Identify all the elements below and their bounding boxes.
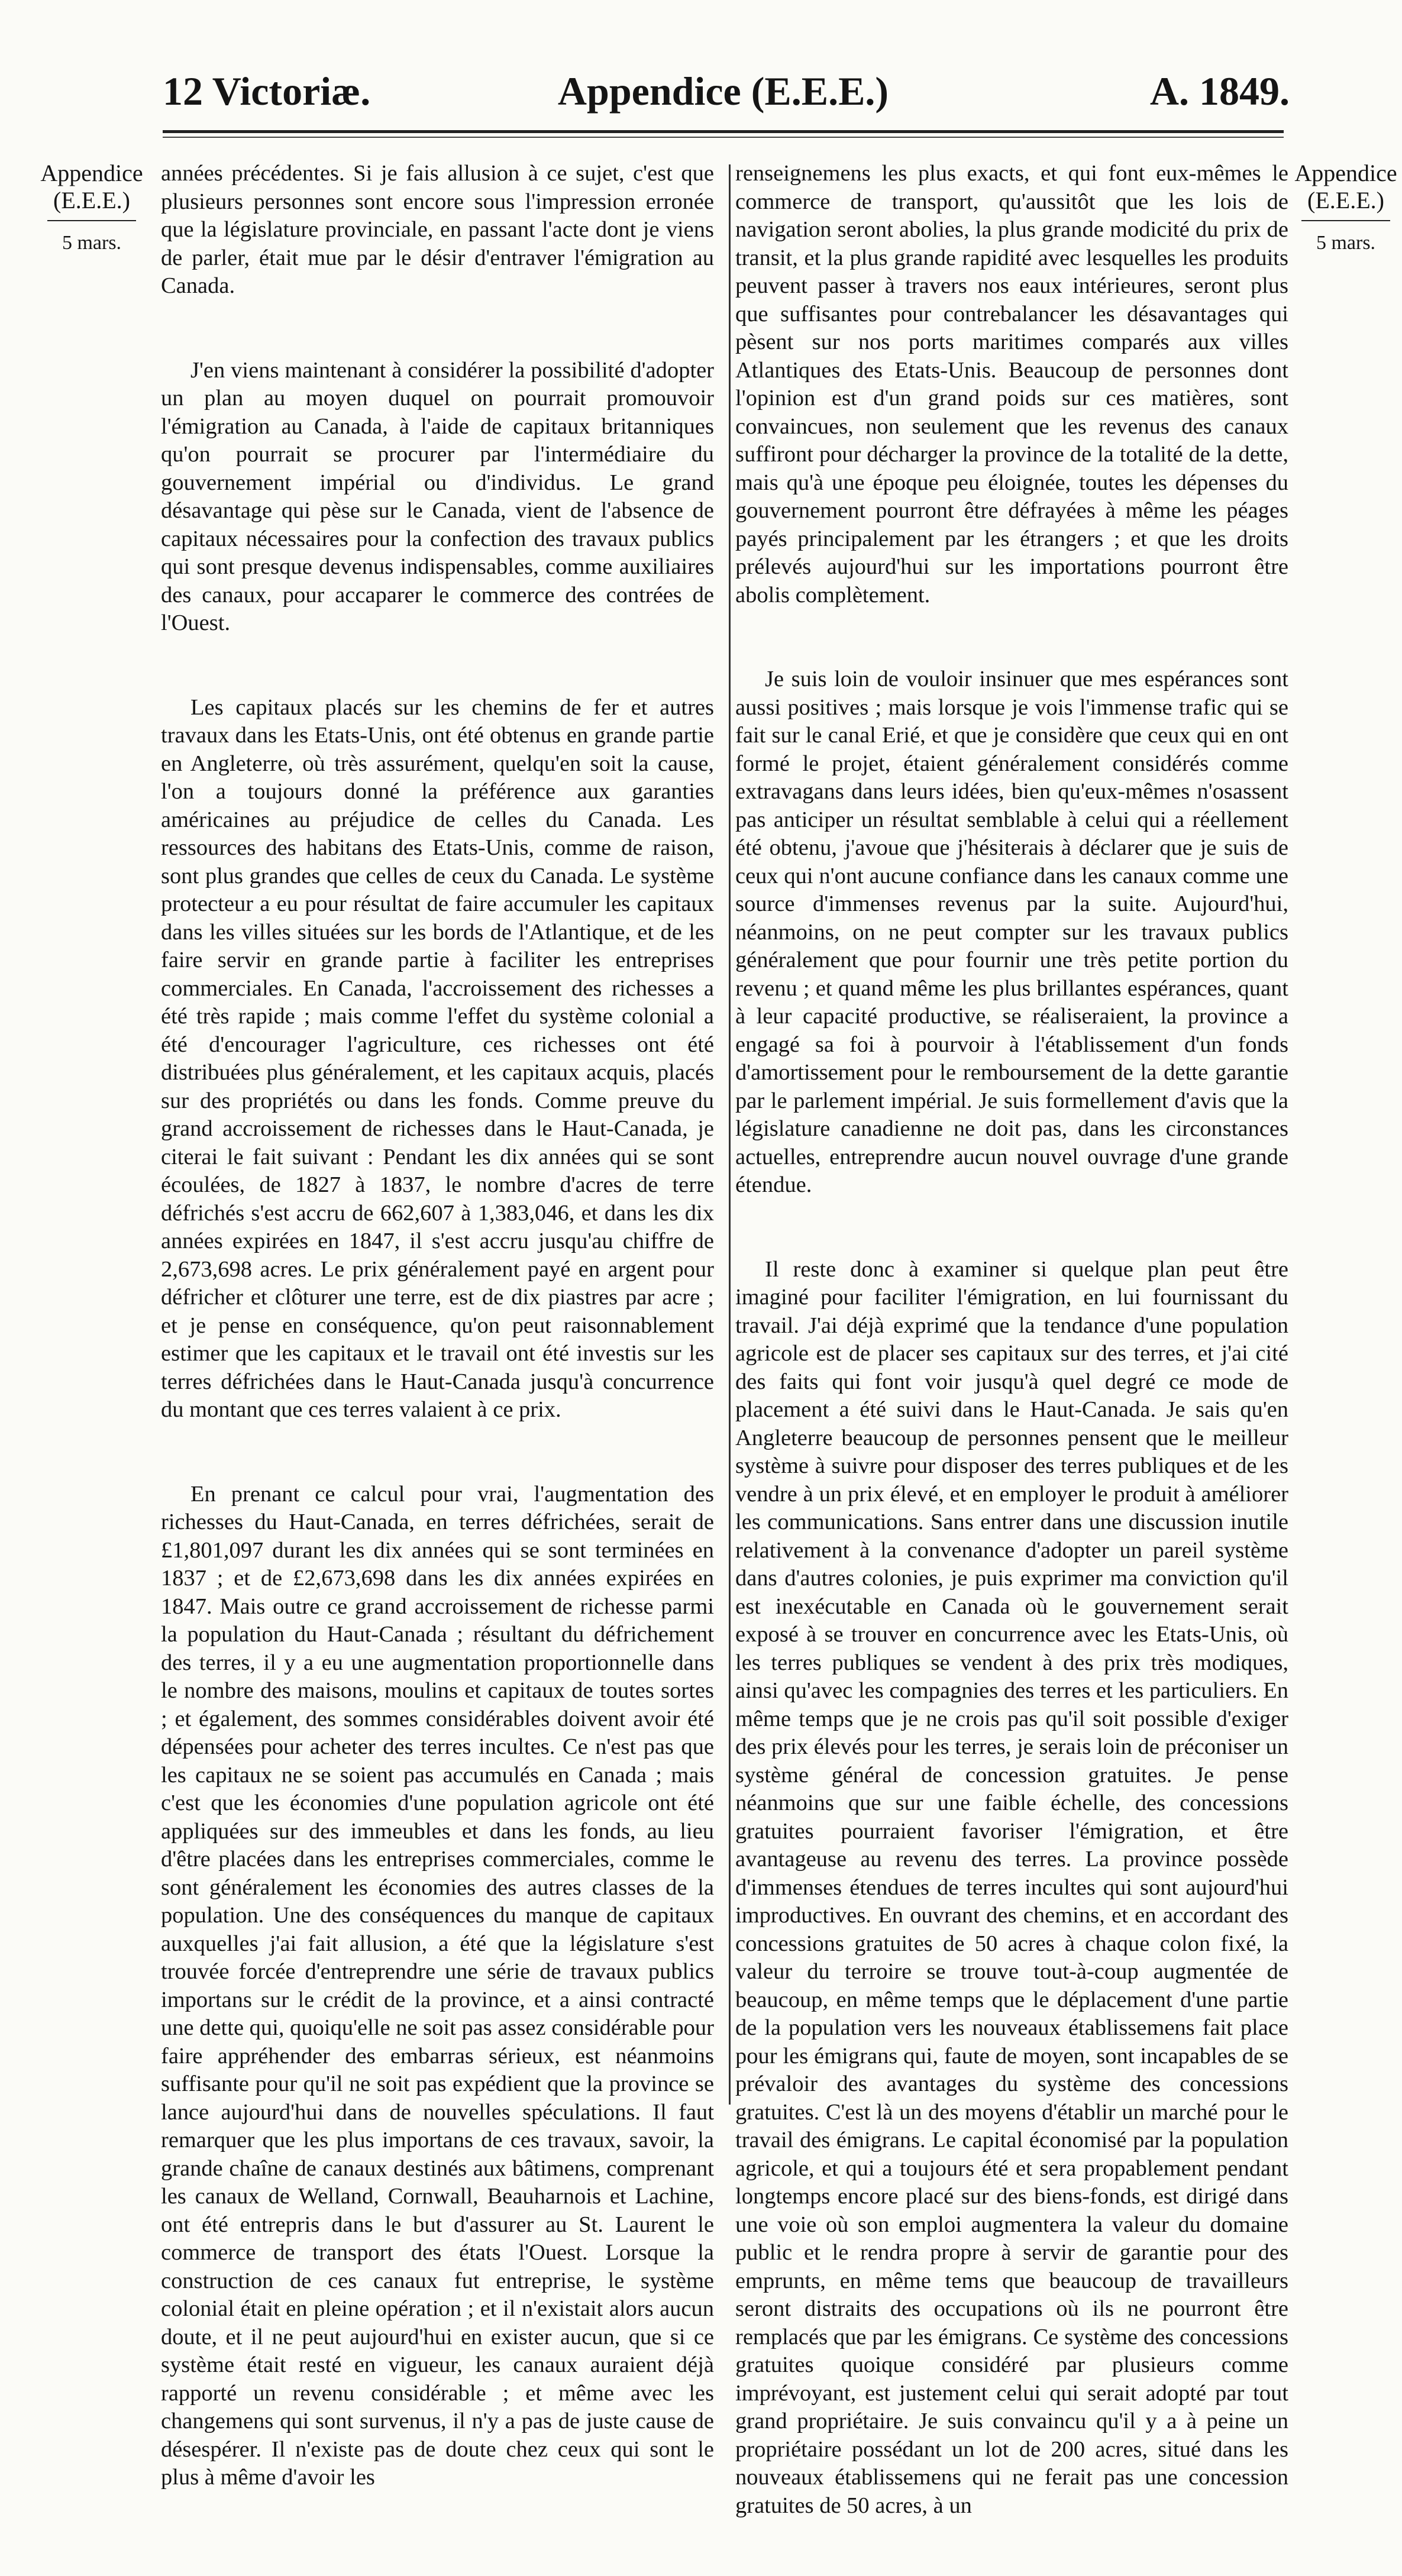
paragraph: J'en viens maintenant à considérer la possibilité d'adopter un plan au moyen duquel on pourrait promouvoir l'émigration au Canada, à l'aide de capitaux britanniques qu'on pourrait se procurer par l'intermédiaire du gouvernement impérial ou d'individus. Le grand désavantage qui pèse sur le Canada, vient de l'absence de capitaux nécessaires pour la confection des travaux publics qui sont presque devenus indispensables, comme auxiliaires des canaux, pour accaparer le commerce des contrées de l'Ouest. [161, 357, 714, 635]
margin-note-right [1278, 160, 1402, 257]
margin-code: (E.E.E.) [1307, 187, 1384, 214]
paragraph: En prenant ce calcul pour vrai, l'augmentation des richesses du Haut-Canada, en terres défrichées, serait de £1,801,097 durant les dix années qui se sont terminées en 1837 ; et de £2,673,698 dans les dix années expirées en 1847. Mais outre ce grand accroissement de richesse parmi la population du Haut-Canada ; résultant du défrichement des terres, il y a eu une augmentation proportionnelle dans le nombre des maisons, moulins et capitaux de toutes sortes ; et également, des sommes considérables doivent avoir été dépensées pour acheter des terres incultes. Ce n'est pas que les capitaux ne se soient pas accumulés en Canada ; mais c'est que les économies d'une population agricole ont été appliquées sur des immeubles et dans les fonds, au lieu d'être placées dans les entreprises commerciales, comme le sont généralement les économies des autres classes de la population. Une des conséquences du manque de capitaux auxquelles j'ai fait allusion, a été que la législature s'est trouvée forcée d'entreprendre une série de travaux publics importans sur le crédit de la province, et a ainsi contracté une dette qui, quoiqu'elle ne soit pas assez considérable pour faire appréhender des embarras sérieux, est néanmoins suffisante pour qu'il ne soit pas expédient que la province se lance aujourd'hui dans de nouvelles spéculations. Il faut remarquer que les plus importans de ces travaux, savoir, la grande chaîne de canaux destinés aux bâtimens, comprenant les canaux de Welland, Cornwall, Beauharnois et Lachine, ont été entrepris dans le but d'assurer au St. Laurent le commerce de transport des états l'Ouest. Lorsque la construction de ces canaux fut entreprise, le système colonial était en pleine opération ; et il n'existait alors aucun doute, et il ne peut aujourd'hui en exister aucun, que si ce système était resté en vigueur, les canaux auraient déjà rapporté un revenu considérable ; et même avec les changemens qui sont survenus, il n'y a pas de juste cause de désespérer. Il n'existe pas de doute chez ceux qui sont le plus à même d'avoir les [161, 1481, 714, 2490]
paragraph: Il reste donc à examiner si quelque plan peut être imaginé pour faciliter l'émigration, en lui fournissant du travail. J'ai déjà exprimé que la tendance d'une population agricole est de placer ses capitaux sur des terres, et j'ai cité des faits qui font voir jusqu'à quel degré ce mode de placement a été suivi dans le Haut-Canada. Je sais qu'en Angleterre beaucoup de personnes pensent que le meilleur système à suivre pour disposer des terres publiques et de les vendre à un prix élevé, et en employer le produit à améliorer les communications. Sans entrer dans une discussion inutile relativement à la convenance d'adopter un pareil système dans d'autres colonies, je puis exprimer ma conviction qu'il est inexécutable en Canada où le gouvernement serait exposé à se trouver en concurrence avec les Etats-Unis, où les terres publiques se vendent à des prix très modiques, ainsi qu'avec les compagnies des terres et les particuliers. En même temps que je ne crois pas qu'il soit possible d'exiger des prix élevés pour les terres, je serais loin de préconiser un système général de concession gratuites. Je pense néanmoins que sur une faible échelle, des concessions gratuites pourraient favoriser l'émigration, et être avantageuse au revenu des terres. La province possède d'immenses étendues de terres incultes qui sont aujourd'hui improductives. En ouvrant des chemins, et en accordant des concessions gratuites de 50 acres à chaque colon fixé, la valeur du terroire se trouve tout-à-coup augmentée de beaucoup, en même temps que le déplacement d'une partie de la population vers les nouveaux établissemens fait place pour les émigrans qui, faute de moyen, sont incapables de se prévaloir des avantages du système des concessions gratuites. C'est là un des moyens d'établir un marché pour le travail des émigrans. Le capital économisé par la population agricole, et qui a toujours été et sera propablement pendant longtemps encore placé sur des biens-fonds, est dirigé dans une voie où son emploi augmentera la valeur du domaine public et le rendra propre à servir de garantie pour des emprunts, en même tems que beaucoup de travailleurs seront distraits des occupations où ils ne pourront être remplacés que par les émigrans. Ce système des concessions gratuites quoique considéré par plusieurs comme imprévoyant, est justement celui qui serait adopté par tout grand propriétaire. Je suis convaincu qu'il y a à peine un propriétaire possédant un lot de 200 acres, situé dans les nouveaux établissemens qui ne ferait pas une concession gratuites de 50 acres, à un [735, 1256, 1288, 2518]
margin-date: 5 mars. [1316, 232, 1376, 254]
header-title: Appendice (E.E.E.) [557, 69, 889, 114]
left-column [161, 160, 714, 2548]
margin-dash [1301, 220, 1390, 221]
header-year: A. 1849. [1149, 69, 1290, 114]
header-session: 12 Victoriæ. [163, 69, 371, 114]
margin-label: Appendice [1294, 160, 1397, 186]
paragraph: Je suis loin de vouloir insinuer que mes espérances sont aussi positives ; mais lorsque je vois l'immense trafic qui se fait sur le canal Erié, et que je considère que ceux qui en ont formé le projet, étaient généralement considérés comme extravagans dans leurs idées, bien qu'eux-mêmes n'osassent pas anticiper un résultat semblable à celui qui a réellement été obtenu, j'avoue que j'hésiterais à déclarer que je suis de ceux qui n'ont aucune confiance dans les canaux comme une source d'immenses revenus par la suite. Aujourd'hui, néanmoins, on ne peut compter sur les travaux publics généralement que pour fournir une très petite portion du revenu ; et quand même les plus brillantes espérances, quant à leur capacité productive, se réaliseraient, la province a engagé sa foi à pourvoir à l'établissement d'un fonds d'amortissement pour le remboursement de la dette garantie par le parlement impérial. Je suis formellement d'avis que la législature canadienne ne doit pas, dans les circonstances actuelles, entreprendre aucun nouvel ouvrage d'une grande étendue. [735, 667, 1288, 1197]
header-rule [163, 130, 1284, 133]
margin-label: Appendice [40, 160, 143, 186]
margin-note-left [24, 160, 160, 257]
paragraph: renseignemens les plus exacts, et qui font eux-mêmes le commerce de transport, qu'aussitôt que les lois de navigation seront abolies, la plus grande modicité du prix de transit, et la plus grande rapidité avec lesquelles les produits peuvent passer à travers nos eaux intérieures, seront plus que suffisantes pour contrebalancer les désavantages qui pèsent sur nos ports maritimes comparés aux villes Atlantiques des Etats-Unis. Beaucoup de personnes dont l'opinion est d'un grand poids sur ces matières, sont convaincues, non seulement que les revenus des canaux suffiront pour décharger la province de la totalité de la dette, mais qu'à une époque peu éloignée, toutes les dépenses du gouvernement pourront être défrayées à même les péages payés principalement par les étrangers ; et que les droits prélevés aujourd'hui sur les importations pourront être abolis complètement. [735, 161, 1288, 607]
right-column [735, 160, 1288, 2576]
page-header [157, 68, 1290, 133]
paragraph: années précédentes. Si je fais allusion à ce sujet, c'est que plusieurs personnes sont encore sous l'impression erronée que la législature provinciale, en passant l'acte dont je viens de parler, était mue par le désir d'entraver l'émigration au Canada. [161, 161, 714, 298]
paragraph: Les capitaux placés sur les chemins de fer et autres travaux dans les Etats-Unis, ont été obtenus en grande partie en Angleterre, où très assurément, quelqu'en soit la cause, l'on a toujours donné la préférence aux garanties américaines au préjudice de celles du Canada. Les ressources des habitans des Etats-Unis, comme de raison, sont plus grandes que celles de ceux du Canada. Le système protecteur a eu pour résultat de faire accumuler les capitaux dans les villes situées sur les bords de l'Atlantique, et de les faire servir en grande partie à faciliter les entreprises commerciales. En Canada, l'accroissement des richesses a été très rapide ; mais comme l'effet du système colonial a été d'encourager l'agriculture, ces richesses ont été distribuées plus généralement, et les capitaux acquis, placés sur des propriétés ou dans les fonds. Comme preuve du grand accroissement de richesses dans le Haut-Canada, je citerai le fait suivant : Pendant les dix années qui se sont écoulées, de 1827 à 1837, le nombre d'acres de terre défrichés s'est accru de 662,607 à 1,383,046, et dans les dix années expirées en 1847, il s'est accru jusqu'au chiffre de 2,673,698 acres. Le prix généralement payé en argent pour défricher et clôturer une terre, est de dix piastres par acre ; et je pense en conséquence, qu'on peut raisonnablement estimer que les capitaux et le travail ont été investis sur les terres défrichées dans le Haut-Canada jusqu'à concurrence du montant que ces terres valaient à ce prix. [161, 694, 714, 1422]
margin-date: 5 mars. [62, 232, 122, 254]
margin-code: (E.E.E.) [53, 187, 130, 214]
header-rule-thin [163, 137, 1284, 138]
column-divider [729, 164, 731, 2105]
margin-dash [47, 220, 136, 221]
